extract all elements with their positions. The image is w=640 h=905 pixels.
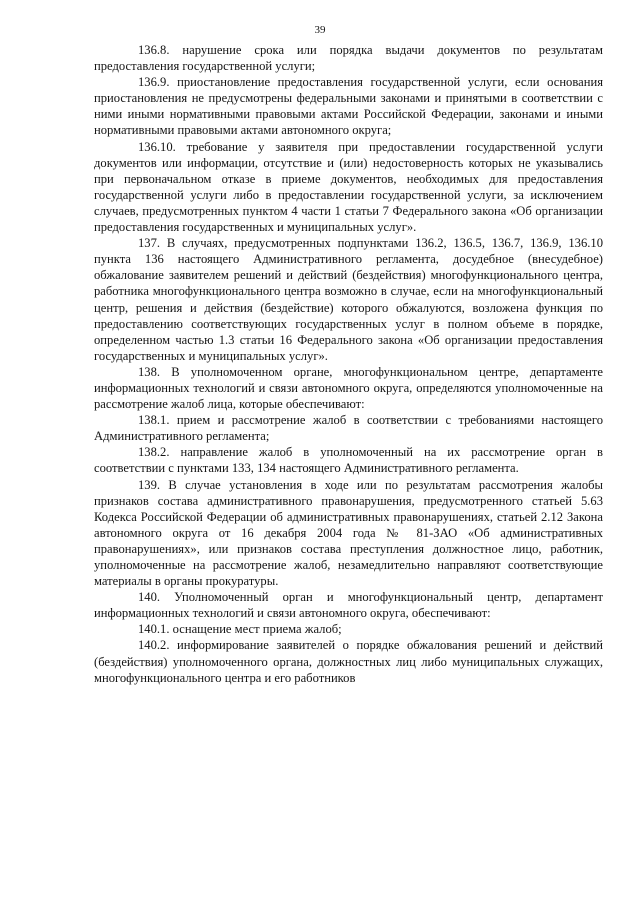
paragraph-140-2: 140.2. информирование заявителей о порядке обжалования решений и действий (бездействия) уполномоченного органа, должностных лиц либо муниципальных служащих, многофункционального центра и его работников: [94, 638, 603, 685]
paragraph-136-9: 136.9. приостановление предоставления государственной услуги, если основания приостановления не предусмотрены федеральными законами и принятыми в соответствии с ними иными нормативными правовыми актами Российской Федерации, законами и иными нормативными правовыми актами автономного округа;: [94, 75, 603, 138]
paragraph-136-10: 136.10. требование у заявителя при предоставлении государственной услуги документов или информации, отсутствие и (или) недостоверность которых не указывались при первоначальном отказе в приеме документов, необходимых для предоставления государственной услуги либо в предоставлении государственной услуги, за исключением случаев, предусмотренных пунктом 4 части 1 статьи 7 Федерального закона «Об организации предоставления государственных и муниципальных услуг».: [94, 139, 603, 235]
document-body: [94, 42, 603, 686]
paragraph-138: 138. В уполномоченном органе, многофункциональном центре, департаменте информационных технологий и связи автономного округа, определяются уполномоченные на рассмотрение жалоб лица, которые обеспечивают:: [94, 364, 603, 412]
paragraph-140-1: 140.1. оснащение мест приема жалоб;: [138, 622, 342, 637]
paragraph-137: 137. В случаях, предусмотренных подпунктами 136.2, 136.5, 136.7, 136.9, 136.10 пункта 136 настоящего Административного регламента, досудебное (внесудебное) обжалование заявителем решений и действий (бездействия) многофункционального центра, работника многофункционального центра возможно в случае, если на многофункциональный центр, решения и действия (бездействие) которого обжалуются, возложена функция по предоставлению соответствующих государственных услуг в полном объеме в порядке, определенном частью 1.3 статьи 16 Федерального закона «Об организации предоставления государственных и муниципальных услуг».: [94, 236, 603, 363]
paragraph-139: 139. В случае установления в ходе или по результатам рассмотрения жалобы признаков состава административного правонарушения, предусмотренного статьей 5.63 Кодекса Российской Федерации об административных правонарушениях, статьей 2.12 Закона автономного округа от 16 декабря 2004 года № 81-ЗАО «Об административных правонарушениях», или признаков состава преступления должностное лицо, работник, уполномоченные на рассмотрение жалоб, незамедлительно направляют соответствующие материалы в органы прокуратуры.: [94, 477, 603, 589]
paragraph-138-1: 138.1. прием и рассмотрение жалоб в соответствии с требованиями настоящего Административного регламента;: [94, 413, 603, 444]
page-number: 39: [314, 24, 326, 36]
paragraph-138-2: 138.2. направление жалоб в уполномоченный на их рассмотрение орган в соответствии с пунктами 133, 134 настоящего Административного регламента.: [94, 445, 603, 476]
paragraph-140: 140. Уполномоченный орган и многофункциональный центр, департамент информационных технологий и связи автономного округа, обеспечивают:: [94, 590, 603, 621]
paragraph-136-8: 136.8. нарушение срока или порядка выдачи документов по результатам предоставления государственной услуги;: [94, 43, 603, 74]
